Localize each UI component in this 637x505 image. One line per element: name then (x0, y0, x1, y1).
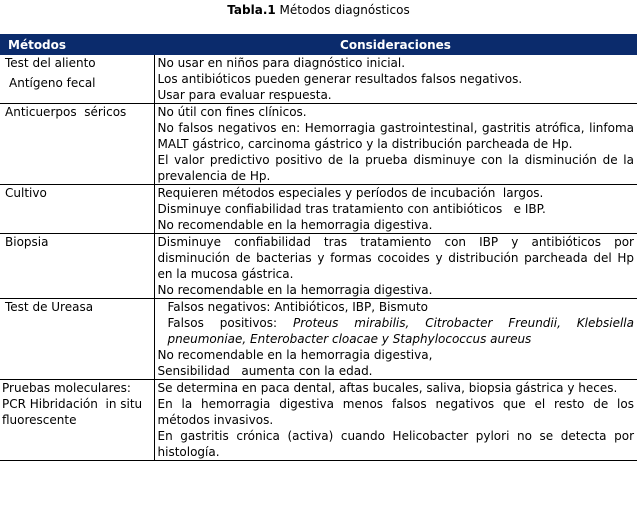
considerations-cell (154, 299, 637, 380)
table-row (0, 234, 637, 299)
diagnostic-methods-table (0, 34, 637, 461)
method-label: Test de Ureasa (5, 300, 94, 314)
consideration-text: El valor predictivo positivo de la prueba disminuye con la disminución de la prevalencia de Hp. (157, 153, 634, 183)
method-cell (0, 380, 154, 461)
consideration-text: No recomendable en la hemorragia digestiva. (157, 283, 433, 297)
table-row (0, 299, 637, 380)
table-header-row (0, 35, 637, 55)
consideration-text: Usar para evaluar respuesta. (157, 88, 332, 102)
consideration-text: Sensibilidad aumenta con la edad. (157, 364, 373, 378)
consideration-text: No útil con fines clínicos. (157, 105, 307, 119)
header-methods: Métodos (0, 35, 154, 55)
consideration-text: No falsos negativos en: Hemorragia gastrointestinal, gastritis atrófica, linfoma MALT gástrico, carcinoma gástrico y la distribución parcheada de Hp. (157, 121, 634, 151)
consideration-text: Disminuye confiabilidad tras tratamiento con antibióticos e IBP. (157, 202, 546, 216)
method-cell (0, 299, 154, 380)
table-row (0, 104, 637, 185)
false-positives-prefix: Falsos positivos: (167, 316, 293, 330)
method-label: Test del aliento (5, 56, 96, 70)
considerations-cell (154, 234, 637, 299)
consideration-text: En la hemorragia digestiva menos falsos negativos que el resto de los métodos invasivos. (157, 397, 634, 427)
consideration-text: Se determina en paca dental, aftas bucales, saliva, biopsia gástrica y heces. (157, 381, 618, 395)
caption-label: Tabla.1 (227, 3, 276, 17)
table-row (0, 55, 637, 104)
consideration-text: Falsos negativos: Antibióticos, IBP, Bismuto (167, 300, 429, 314)
considerations-cell (154, 185, 637, 234)
considerations-cell (154, 55, 637, 104)
considerations-cell (154, 380, 637, 461)
method-label: Pruebas moleculares: PCR Hibridación in situ fluorescente (2, 381, 146, 427)
consideration-text: Los antibióticos pueden generar resultados falsos negativos. (157, 72, 523, 86)
consideration-text: No recomendable en la hemorragia digestiva, (157, 348, 433, 362)
consideration-text: Requieren métodos especiales y períodos de incubación largos. (157, 186, 544, 200)
consideration-text: No recomendable en la hemorragia digestiva. (157, 218, 433, 232)
table-caption (0, 3, 637, 17)
method-label: Biopsia (5, 235, 49, 249)
consideration-text: En gastritis crónica (activa) cuando Helicobacter pylori no se detecta por histología. (157, 429, 634, 459)
method-cell (0, 234, 154, 299)
method-cell (0, 185, 154, 234)
table-row (0, 185, 637, 234)
method-label: Antígeno fecal (9, 76, 96, 90)
method-label: Anticuerpos séricos (5, 105, 127, 119)
consideration-text: Disminuye confiabilidad tras tratamiento con IBP y antibióticos por disminución de bacterias y formas cocoides y distribución parcheada del Hp en la mucosa gástrica. (157, 235, 634, 281)
false-positives-species: Proteus mirabilis, Citrobacter Freundii, Klebsiella pneumoniae, Enterobacter cloacae y Staphylococcus aureus (167, 316, 634, 346)
method-label: Cultivo (5, 186, 47, 200)
consideration-text: No usar en niños para diagnóstico inicial. (157, 56, 406, 70)
considerations-cell (154, 104, 637, 185)
method-cell (0, 55, 154, 104)
caption-text: Métodos diagnósticos (275, 3, 410, 17)
method-cell (0, 104, 154, 185)
consideration-text (158, 315, 635, 347)
header-considerations: Consideraciones (154, 35, 637, 55)
table-row (0, 380, 637, 461)
